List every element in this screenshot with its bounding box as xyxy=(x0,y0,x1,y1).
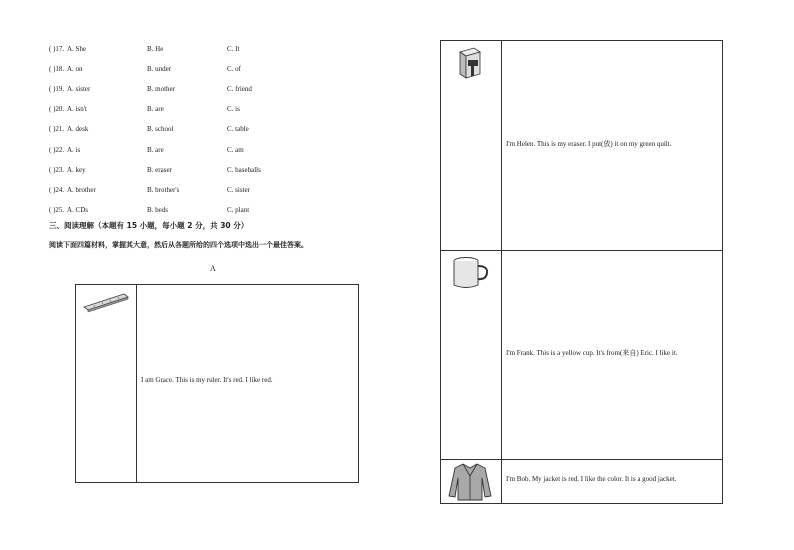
question-row xyxy=(49,204,349,216)
option-c: C. of xyxy=(227,65,241,74)
question-row xyxy=(49,63,349,75)
question-row xyxy=(49,164,349,176)
option-c: C. sister xyxy=(227,185,250,194)
option-a: A. isn't xyxy=(67,105,87,114)
option-b: B. beds xyxy=(147,205,168,214)
question-number: ( )18. xyxy=(49,65,65,74)
question-number: ( )21. xyxy=(49,125,65,134)
option-a: A. She xyxy=(67,45,87,53)
option-c: C. plant xyxy=(227,205,250,214)
question-row xyxy=(49,144,349,156)
option-c: C. is xyxy=(227,105,240,114)
question-number: ( )23. xyxy=(49,165,65,174)
option-a: A. desk xyxy=(67,125,89,134)
option-a: A. is xyxy=(67,145,81,154)
passage-a-table xyxy=(75,284,359,483)
question-row xyxy=(49,184,349,196)
option-b: B. are xyxy=(147,105,164,114)
question-row xyxy=(49,83,349,95)
option-b: B. eraser xyxy=(147,165,172,174)
option-b: B. are xyxy=(147,145,164,154)
option-a: A. brother xyxy=(67,185,96,194)
cup-icon xyxy=(451,256,491,290)
section-title: 三、阅读理解（本题有 15 小题，每小题 2 分，共 30 分） xyxy=(49,221,249,230)
option-b: B. He xyxy=(147,45,164,53)
question-number: ( )25. xyxy=(49,205,65,214)
option-c: C. baseballs xyxy=(227,165,261,174)
bob-text: I'm Bob. My jacket is red. I like the color. It is a good jacket. xyxy=(506,475,677,483)
profiles-table xyxy=(440,40,723,504)
option-b: B. under xyxy=(147,65,172,74)
ruler-icon xyxy=(82,291,130,313)
question-number: ( )24. xyxy=(49,185,65,194)
option-b: B. school xyxy=(147,125,174,134)
question-number: ( )20. xyxy=(49,105,65,114)
eraser-icon xyxy=(458,46,482,80)
option-b: B. mother xyxy=(147,85,175,94)
option-b: B. brother's xyxy=(147,185,180,194)
passage-a-text: I am Grace. This is my ruler. It's red. I like red. xyxy=(141,376,273,384)
question-number: ( )17. xyxy=(49,45,65,53)
option-c: C. am xyxy=(227,145,244,154)
option-c: C. friend xyxy=(227,85,252,94)
question-row xyxy=(49,123,349,135)
question-number: ( )22. xyxy=(49,145,65,154)
question-row xyxy=(49,103,349,115)
option-a: A. key xyxy=(67,165,86,174)
question-row xyxy=(49,43,349,55)
option-a: A. sister xyxy=(67,85,91,94)
option-c: C. table xyxy=(227,125,249,134)
section-instruction: 阅读下面四篇材料，掌握其大意，然后从各题所给的四个选项中选出一个最佳答案。 xyxy=(49,241,308,249)
passage-label: A xyxy=(210,264,216,273)
helen-text: I'm Helen. This is my eraser. I put(放) it on my green quilt. xyxy=(506,140,672,148)
frank-text: I'm Frank. This is a yellow cup. It's from(来自) Eric. I like it. xyxy=(506,349,678,357)
question-number: ( )19. xyxy=(49,85,65,94)
option-a: A. on xyxy=(67,65,83,74)
option-c: C. It xyxy=(227,45,240,53)
option-a: A. CDs xyxy=(67,205,89,214)
jacket-icon xyxy=(447,462,493,502)
